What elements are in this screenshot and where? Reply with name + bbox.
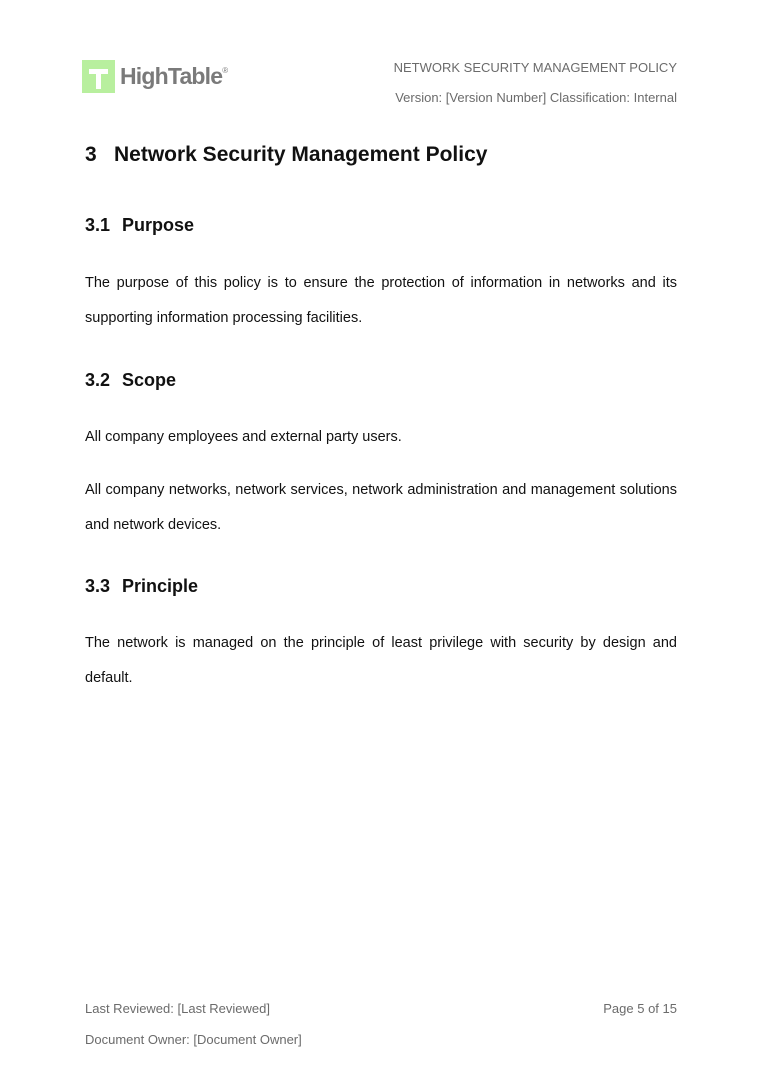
- header-version-classification: Version: [Version Number] Classification: Internal: [395, 90, 677, 105]
- footer-document-owner: Document Owner: [Document Owner]: [85, 1032, 302, 1047]
- section-number: 3: [85, 143, 97, 166]
- footer-last-reviewed: Last Reviewed: [Last Reviewed]: [85, 1001, 270, 1016]
- scope-paragraph-1: All company employees and external party users.: [85, 429, 402, 445]
- header-document-title: NETWORK SECURITY MANAGEMENT POLICY: [393, 60, 677, 75]
- section-heading: [85, 143, 487, 167]
- logo-mark-icon: [82, 60, 115, 93]
- subsection-number: 3.2: [85, 370, 111, 390]
- subsection-number: 3.3: [85, 576, 111, 596]
- principle-paragraph: The network is managed on the principle of least privilege with security by design and default.: [85, 635, 677, 686]
- subsection-title: Scope: [122, 370, 177, 390]
- subsection-heading-scope: [85, 370, 176, 391]
- footer-page-number: Page 5 of 15: [603, 1001, 677, 1016]
- company-logo: [82, 60, 227, 93]
- subsection-heading-principle: [85, 576, 198, 597]
- subsection-number: 3.1: [85, 215, 111, 235]
- purpose-paragraph: The purpose of this policy is to ensure the protection of information in networks and its supporting information processing facilities.: [85, 275, 677, 326]
- registered-mark: ®: [222, 66, 228, 75]
- logo-text: HighTable®: [120, 63, 228, 89]
- scope-paragraph-2: All company networks, network services, network administration and management solutions and network devices.: [85, 482, 677, 533]
- subsection-title: Principle: [122, 576, 199, 596]
- subsection-heading-purpose: [85, 215, 194, 236]
- section-title: Network Security Management Policy: [114, 143, 488, 166]
- subsection-title: Purpose: [122, 215, 195, 235]
